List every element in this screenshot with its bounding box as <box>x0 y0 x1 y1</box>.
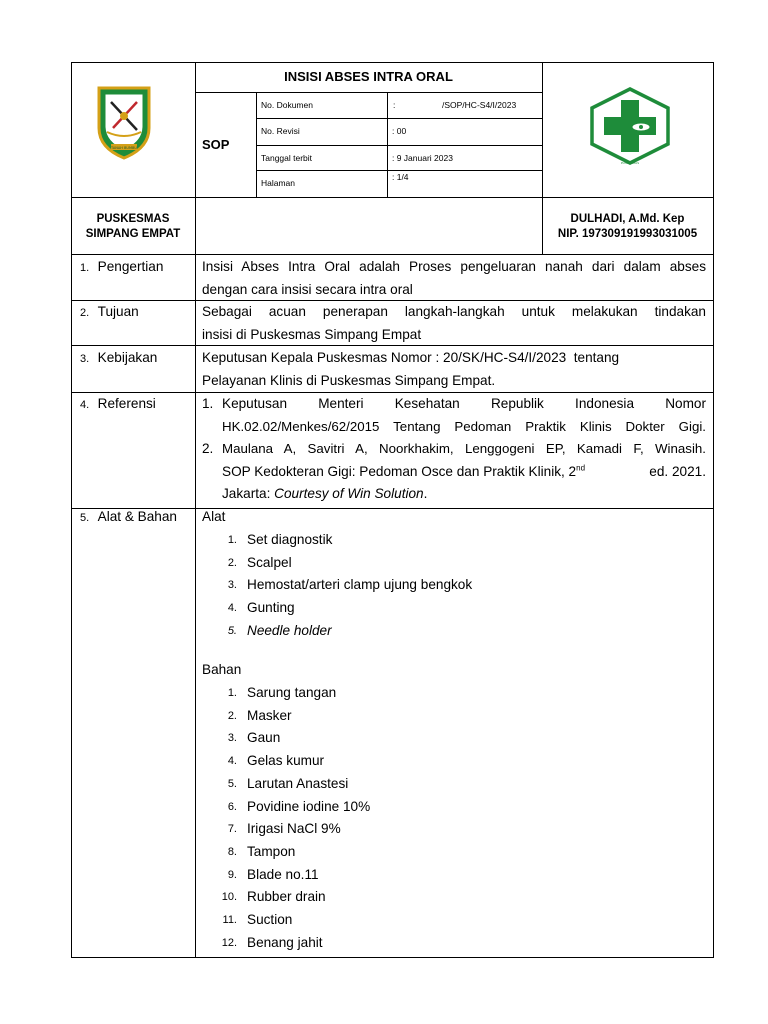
org-line-1: PUSKESMAS <box>96 213 170 225</box>
referensi-item-1-line-1: Keputusan Menteri Kesehatan Republik Indonesia Nomor <box>222 396 706 411</box>
meta-value-tanggal-terbit: : 9 Januari 2023 <box>392 153 453 163</box>
alat-list: 1. Set diagnostik 2. Scalpel 3. Hemostat/arteri clamp ujung bengkok 4. Gunting 5. Needle holder <box>227 532 473 638</box>
alat-heading: Alat <box>202 509 226 524</box>
tujuan-text <box>202 301 706 346</box>
org-name <box>71 212 195 242</box>
section-number: 5. <box>80 512 90 524</box>
referensi-item-2-line-2 <box>222 461 706 484</box>
section-label-kebijakan <box>80 347 157 370</box>
referensi-item-2-row-1 <box>202 438 706 461</box>
referensi-item-number: 2. <box>202 441 214 456</box>
meta-value-halaman: : 1/4 <box>392 172 409 182</box>
kebijakan-line-1: Keputusan Kepala Puskesmas Nomor : 20/SK/HC-S4/I/2023 tentang <box>202 350 620 365</box>
section-number: 2. <box>80 307 90 319</box>
pengertian-line-1: Insisi Abses Intra Oral adalah Proses pengeluaran nanah dari dalam abses <box>202 259 706 274</box>
tujuan-line-1: Sebagai acuan penerapan langkah-langkah untuk melakukan tindakan <box>202 304 706 319</box>
referensi-item-2-line-1: Maulana A, Savitri A, Noorkhakim, Lenggogeni EP, Kamadi F, Winasih. <box>222 441 706 456</box>
meta-label-no-dokumen: No. Dokumen <box>261 100 313 110</box>
section-title: Referensi <box>97 396 156 411</box>
section-number: 1. <box>80 262 90 274</box>
document-title: INSISI ABSES INTRA ORAL <box>284 69 453 84</box>
bahan-list: 1. Sarung tangan 2. Masker 3. Gaun 4. Gelas kumur 5. Larutan Anastesi 6. Povidine iodine 10% 7. Irigasi NaCl 9% 8. Tampon 9. Blade no.11 10. Rubber drain 11. Suction 12. Benang jahit <box>221 685 371 950</box>
kebijakan-text <box>202 347 706 392</box>
section-title: Pengertian <box>97 259 164 274</box>
meta-colon-no-dokumen: : <box>393 100 396 110</box>
signer-nip: NIP. 197309191993031005 <box>557 228 698 240</box>
sop-label: SOP <box>202 137 230 152</box>
bahan-heading: Bahan <box>202 662 242 677</box>
section-label-pengertian <box>80 256 163 279</box>
referensi-item-number: 1. <box>202 396 214 411</box>
referensi-item-2-line-3: Jakarta: Courtesy of Win Solution. <box>222 486 428 501</box>
signer-name: DULHADI, A.Md. Kep <box>570 213 685 225</box>
signer-block <box>542 212 713 242</box>
referensi-item-1-row-2 <box>202 416 706 439</box>
meta-value-no-revisi: : 00 <box>392 126 407 136</box>
section-label-tujuan <box>80 301 139 324</box>
referensi-list <box>202 393 706 506</box>
referensi-item-2-row-2 <box>202 461 706 484</box>
puskesmas-logo <box>588 86 672 166</box>
section-title: Tujuan <box>97 304 139 319</box>
logo-right-caption: PUSKESMAS <box>620 161 640 165</box>
tujuan-line-2: insisi di Puskesmas Simpang Empat <box>202 326 422 342</box>
section-title: Kebijakan <box>97 350 158 365</box>
logo-left-caption: TANAH BUMBU <box>111 146 137 150</box>
meta-label-tanggal-terbit: Tanggal terbit <box>261 153 313 163</box>
kebijakan-line-2: Pelayanan Klinis di Puskesmas Simpang Empat. <box>202 372 496 388</box>
meta-label-no-revisi: No. Revisi <box>261 126 300 136</box>
section-number: 4. <box>80 399 90 411</box>
section-label-referensi <box>80 393 156 416</box>
meta-label-halaman: Halaman <box>261 178 296 188</box>
section-title: Alat & Bahan <box>97 509 177 524</box>
referensi-item-1-row-1 <box>202 393 706 416</box>
ref2-line2-tail: ed. 2021. <box>645 463 706 479</box>
meta-value-no-dokumen: /SOP/HC-S4/I/2023 <box>442 100 517 110</box>
referensi-item-1-line-2: HK.02.02/Menkes/62/2015 Tentang Pedoman Praktik Klinis Dokter Gigi. <box>222 418 706 434</box>
section-label-alat-bahan <box>80 506 177 529</box>
pengertian-line-2: dengan cara insisi secara intra oral <box>202 281 413 297</box>
regency-emblem-logo <box>91 82 157 162</box>
org-line-2: SIMPANG EMPAT <box>85 228 181 240</box>
pengertian-text <box>202 256 706 301</box>
referensi-item-2-row-3 <box>202 483 706 506</box>
section-number: 3. <box>80 353 90 365</box>
ref2-line2-main: SOP Kedokteran Gigi: Pedoman Osce dan Praktik Klinik, 2nd <box>222 462 586 479</box>
